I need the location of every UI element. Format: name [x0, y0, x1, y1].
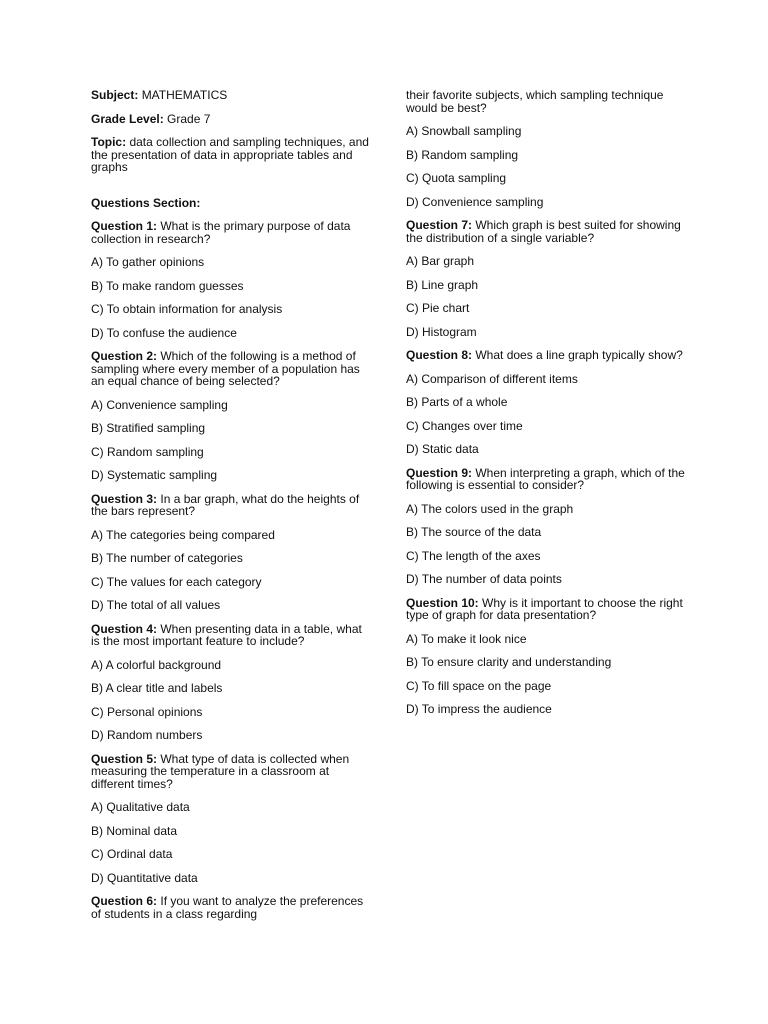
option: B) Random sampling — [406, 147, 519, 162]
option: A) Bar graph — [406, 254, 475, 268]
option: D) Systematic sampling — [91, 468, 218, 482]
option: A) The categories being compared — [91, 527, 275, 542]
subject-value: MATHEMATICS — [141, 88, 228, 102]
option: A) Qualitative data — [91, 800, 190, 814]
question-label: Question 6: — [91, 894, 158, 908]
option: B) Nominal data — [91, 823, 178, 838]
question-6 — [91, 895, 371, 920]
question-label: Question 7: — [406, 218, 473, 232]
question-10 — [406, 597, 691, 622]
grade-label: Grade Level: — [91, 111, 164, 126]
option: A) Comparison of different items — [406, 371, 578, 386]
question-7 — [406, 219, 691, 244]
option: B) Line graph — [406, 277, 479, 292]
option: B) To ensure clarity and understanding — [406, 655, 612, 669]
question-text: Which graph is best suited for showing the distribution of a single variable? — [406, 218, 681, 245]
left-column — [91, 89, 371, 931]
option: D) Static data — [406, 442, 479, 456]
option: C) Pie chart — [406, 301, 470, 315]
topic-line — [91, 136, 371, 174]
option: A) A colorful background — [91, 657, 222, 672]
option: D) The total of all values — [91, 598, 221, 612]
option: C) Ordinal data — [91, 847, 173, 861]
question-4 — [91, 623, 371, 648]
question-label: Question 3: — [91, 491, 158, 506]
subject-line — [91, 89, 371, 102]
option: B) To make random guesses — [91, 278, 244, 293]
question-text: Which of the following is a method of sampling where every member of a population has an equal chance of being selected? — [91, 349, 360, 388]
question-label: Question 9: — [406, 465, 473, 480]
option: C) Changes over time — [406, 418, 523, 433]
option: C) To obtain information for analysis — [91, 302, 283, 316]
question-6-continuation: their favorite subjects, which sampling technique would be best? — [406, 88, 664, 115]
question-text: What type of data is collected when measuring the temperature in a classroom at different times? — [91, 751, 350, 791]
grade-line — [91, 113, 371, 126]
question-label: Question 1: — [91, 219, 158, 233]
topic-value: data collection and sampling techniques, and the presentation of data in appropriate tables and graphs — [91, 135, 369, 174]
question-label: Question 4: — [91, 621, 158, 636]
option: A) To make it look nice — [406, 631, 527, 646]
grade-value: Grade 7 — [167, 111, 211, 126]
question-label: Question 10: — [406, 595, 479, 610]
option: C) Quota sampling — [406, 171, 507, 185]
option: A) The colors used in the graph — [406, 501, 574, 516]
option: D) Random numbers — [91, 728, 203, 742]
right-column — [406, 89, 691, 727]
option: A) Convenience sampling — [91, 397, 228, 412]
option: B) A clear title and labels — [91, 681, 223, 695]
question-8 — [406, 349, 691, 362]
option: D) Convenience sampling — [406, 194, 544, 209]
option: B) Stratified sampling — [91, 421, 206, 435]
option: D) To confuse the audience — [91, 325, 237, 340]
option: C) To fill space on the page — [406, 678, 552, 693]
question-label: Question 5: — [91, 751, 158, 766]
option: B) The number of categories — [91, 551, 243, 565]
question-label: Question 2: — [91, 349, 158, 363]
subject-label: Subject: — [91, 88, 139, 102]
question-text: What does a line graph typically show? — [475, 348, 683, 362]
section-title: Questions Section: — [91, 195, 201, 210]
question-text: In a bar graph, what do the heights of the bars represent? — [91, 491, 360, 518]
option: C) Personal opinions — [91, 704, 203, 719]
option: D) Quantitative data — [91, 870, 198, 885]
option: A) Snowball sampling — [406, 124, 522, 138]
question-label: Question 8: — [406, 348, 473, 362]
question-3 — [91, 493, 371, 518]
question-2 — [91, 350, 371, 388]
option: B) Parts of a whole — [406, 395, 508, 409]
question-9 — [406, 467, 691, 492]
option: A) To gather opinions — [91, 255, 205, 269]
question-text: When presenting data in a table, what is the most important feature to include? — [91, 621, 362, 648]
question-text: If you want to analyze the preferences of students in a class regarding — [91, 894, 364, 921]
option: C) The length of the axes — [406, 548, 541, 563]
question-1 — [91, 220, 371, 245]
topic-label: Topic: — [91, 135, 127, 149]
option: D) The number of data points — [406, 572, 562, 586]
question-text: Why is it important to choose the right type of graph for data presentation? — [406, 595, 683, 622]
option: D) Histogram — [406, 324, 477, 339]
option: D) To impress the audience — [406, 702, 552, 716]
option: C) Random sampling — [91, 444, 204, 459]
question-text: When interpreting a graph, which of the following is essential to consider? — [406, 465, 685, 492]
question-5 — [91, 753, 371, 791]
option: C) The values for each category — [91, 574, 262, 589]
option: B) The source of the data — [406, 525, 542, 539]
question-text: What is the primary purpose of data collection in research? — [91, 219, 351, 246]
